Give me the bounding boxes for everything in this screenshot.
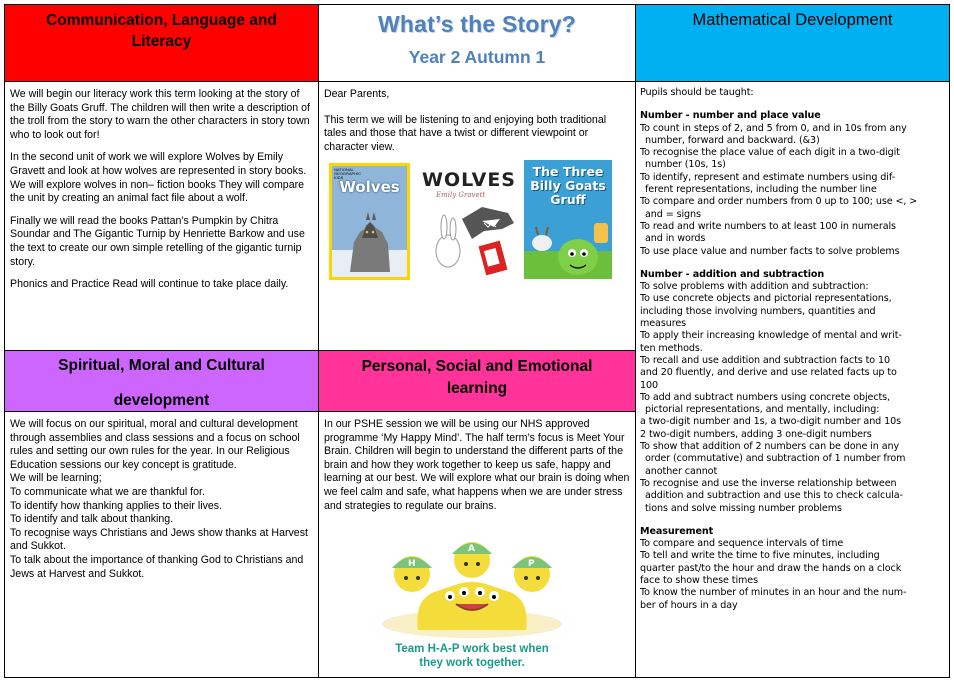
math-line: To show that addition of 2 numbers can be done in any [640, 441, 900, 453]
math-line: To tell and write the time to five minutes, including [640, 550, 880, 562]
math-line: and = signs [645, 208, 701, 220]
natgeo-badge: NATIONAL GEOGRAPHIC KIDS [334, 167, 362, 180]
cll-heading: Communication, Language and Literacy [46, 12, 277, 50]
pse-header [318, 350, 636, 412]
cll-paragraph-2: In the second unit of work we will explore Wolves by Emily Gravett and look at how wolves are represented in story books. We will explore wolves in non– fiction books They will compare the unit by creating an animal fact file about a wolf. [10, 151, 307, 205]
pse-heading: Personal, Social and Emotional learning [361, 358, 593, 397]
math-line: To compare and sequence intervals of time [640, 538, 844, 550]
hap-caption-line1: Team H-A-P work best when [395, 643, 549, 655]
math-line: and in words [645, 233, 706, 245]
math-line: ten methods. [640, 342, 703, 354]
cll-paragraph-3: Finally we will read the books Pattan’s Pumpkin by Chitra Soundar and The Gigantic Turnip by Henriette Barkow and use the text to create our own simple retelling of the gigantic turnip story. [10, 214, 305, 268]
smc-header [4, 350, 319, 412]
math-intro: Pupils should be taught: [640, 87, 754, 98]
cll-body [4, 81, 319, 351]
hap-caption-line2: they work together. [419, 657, 525, 669]
math-line: number (10s, 1s) [645, 159, 726, 171]
pse-text: In our PSHE session we will be using our NHS approved programme ‘My Happy Mind’. The half term’s focus is Meet Your Brain. Children will begin to understand the different parts of the brain and how they work together to keep us safe, happy and learning at our best. We will explore what our brain is doing when we feel calm and safe, what happens when we are under stress and strategies to regulate our brains. [324, 418, 630, 512]
math-line: To use place value and number facts to solve problems [640, 245, 900, 257]
math-line: another cannot [645, 465, 718, 477]
math-line: To count in steps of 2, and 5 from 0, and in 10s from any [640, 122, 907, 134]
parents-greeting: Dear Parents, [324, 88, 390, 100]
wolf-rabbit-illustration-icon [422, 199, 516, 279]
math-line: addition and subtraction and use this to check calcula- [645, 490, 903, 502]
math-section-title: Number - addition and subtraction [640, 268, 825, 280]
math-line: To recognise the place value of each digit in a two-digit [640, 147, 900, 159]
smc-line: To communicate what we are thankful for. [10, 485, 205, 498]
book-cover-billy-goats-gruff [524, 160, 612, 279]
math-line: 100 [640, 379, 659, 391]
hap-characters-icon [368, 540, 576, 640]
hap-letter-h: H [408, 559, 416, 569]
hap-letter-a: A [468, 544, 475, 554]
math-line: pictorial representations, and mentally, including: [645, 404, 880, 416]
goats-troll-illustration-icon [524, 217, 612, 279]
math-line: number, forward and backward. (&3) [645, 134, 820, 146]
cll-paragraph-4: Phonics and Practice Read will continue to take place daily. [10, 278, 289, 291]
cll-header [4, 4, 319, 82]
smc-paragraph: We will focus on our spiritual, moral and cultural development through assemblies and class sessions and a focus on school rules and setting our own rules for the year. In our Religious Education sessions our key concept is gratitude. [10, 418, 300, 471]
math-line: order (commutative) and subtraction of 1 number from [645, 453, 906, 465]
math-line: To apply their increasing knowledge of mental and writ- [640, 330, 902, 342]
smc-line: We will be learning; [10, 472, 102, 485]
math-body [635, 81, 950, 678]
parents-text: This term we will be listening to and enjoying both traditional tales and those that have a twist or different viewpoint or character view. [324, 113, 607, 153]
book-title-gravett: WOLVES [422, 169, 516, 191]
math-line: measures [640, 318, 687, 330]
smc-line: To recognise ways Christians and Jews show thanks at Harvest and Sukkot. [10, 526, 308, 553]
math-line: 2 two-digit numbers, adding 3 one-digit numbers [640, 428, 872, 440]
page-subtitle: Year 2 Autumn 1 [408, 47, 546, 67]
page-title: What’s the Story? [377, 11, 577, 37]
wolf-photo-icon [332, 202, 407, 277]
math-line: To identify, represent and estimate numbers using dif- [640, 171, 895, 183]
math-line: including those involving numbers, quantities and [640, 305, 876, 317]
math-line: and 20 fluently, and derive and use related facts up to [640, 367, 897, 379]
math-heading: Mathematical Development [692, 11, 893, 29]
smc-heading-line2: development [113, 392, 210, 409]
smc-heading-line1: Spiritual, Moral and Cultural [58, 357, 265, 374]
math-section-title: Measurement [640, 525, 714, 537]
smc-line: To identify and talk about thanking. [10, 513, 174, 526]
cll-paragraph-1: We will begin our literacy work this term looking at the story of the Billy Goats Gruff. The children will then write a description of the troll from the story to warn the other characters in story town who to look out for! [10, 88, 310, 141]
team-hap-illustration [368, 540, 576, 674]
math-section-title: Number - number and place value [640, 110, 821, 122]
hap-letter-p: P [528, 559, 535, 569]
math-line: To read and write numbers to at least 100 in numerals [640, 220, 896, 232]
smc-line: To talk about the importance of thanking God to Christians and Jews at Harvest and Sukkot. [10, 553, 304, 580]
math-line: To recognise and use the inverse relationship between [640, 477, 897, 489]
math-line: To know the number of minutes in an hour and the num- [640, 587, 907, 599]
math-line: ferent representations, including the number line [645, 184, 877, 196]
smc-line: To identify how thanking applies to their lives. [10, 499, 222, 512]
book-title-wolves: Wolves [339, 178, 400, 196]
book-author-gravett: Emily Gravett [436, 191, 486, 199]
math-line: To add and subtract numbers using concrete objects, [640, 391, 891, 403]
math-line: a two-digit number and 1s, a two-digit number and 10s [640, 416, 902, 428]
book-cover-wolves-gravett [422, 163, 516, 280]
book-cover-wolves-natgeo [329, 163, 410, 280]
math-line: ber of hours in a day [640, 599, 738, 611]
smc-body [4, 411, 319, 678]
math-line: quarter past/to the hour and draw the hands on a clock [640, 562, 902, 574]
book-title-billy-goats: The Three Billy Goats Gruff [530, 164, 606, 207]
math-line: To use concrete objects and pictorial representations, [640, 293, 892, 305]
math-header [635, 4, 950, 82]
math-line: tions and solve missing number problems [645, 502, 842, 514]
math-line: To recall and use addition and subtraction facts to 10 [640, 354, 890, 366]
title-panel [318, 4, 636, 82]
math-line: face to show these times [640, 574, 758, 586]
math-line: To compare and order numbers from 0 up to 100; use <, > [640, 196, 918, 208]
math-line: To solve problems with addition and subtraction: [640, 281, 869, 293]
